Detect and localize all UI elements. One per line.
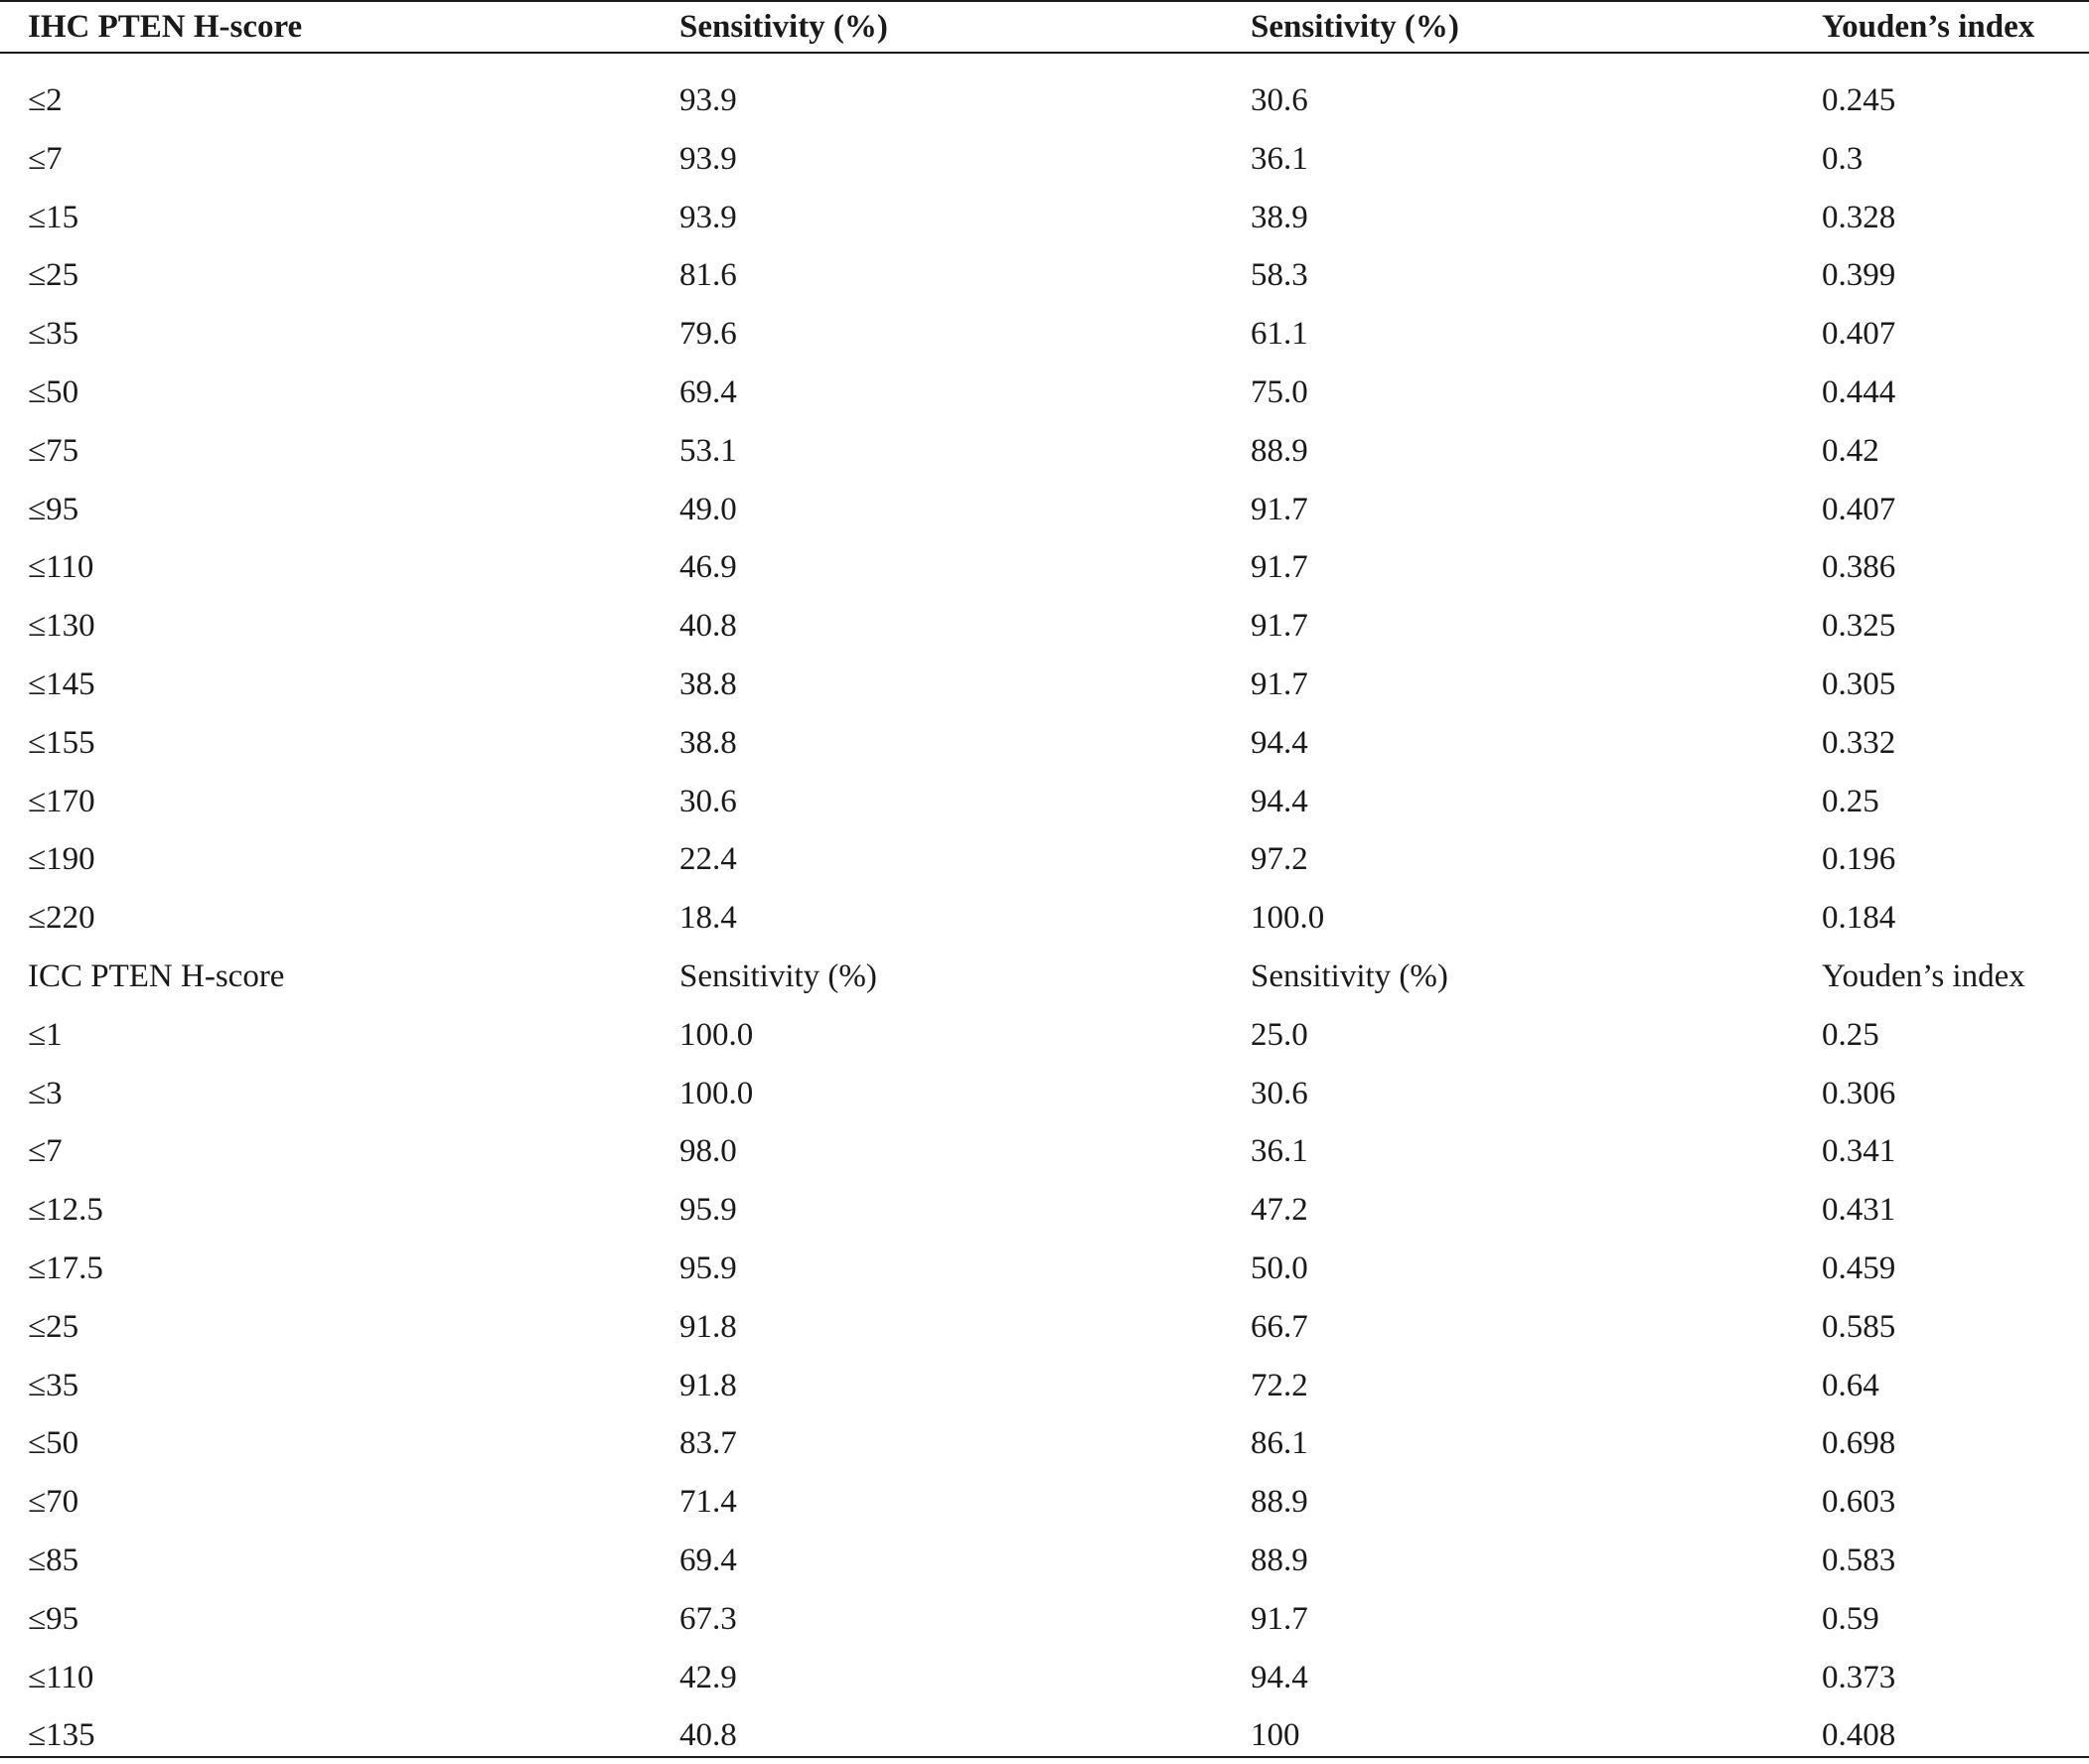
- table-header-row: [0, 0, 2089, 54]
- cell-sensitivity: 69.4: [679, 374, 737, 410]
- table-row: [0, 1122, 2089, 1180]
- cell-score: ≤17.5: [28, 1250, 103, 1286]
- cell-youden: 0.407: [1822, 316, 1896, 353]
- table-row: [0, 1532, 2089, 1589]
- cell-sensitivity-2: 100: [1251, 1717, 1300, 1754]
- cell-sensitivity-2: 25.0: [1251, 1016, 1308, 1053]
- cell-sensitivity: 91.8: [679, 1367, 737, 1403]
- cell-youden: 0.408: [1822, 1717, 1896, 1754]
- table-row: [0, 1240, 2089, 1297]
- cell-sensitivity: 18.4: [679, 900, 737, 937]
- cell-youden: 0.196: [1822, 841, 1896, 878]
- table-row: [0, 72, 2089, 129]
- cell-sensitivity-2: 91.7: [1251, 608, 1308, 645]
- cell-sensitivity: 91.8: [679, 1308, 737, 1345]
- table-row: [0, 889, 2089, 947]
- cell-youden: 0.25: [1822, 1016, 1879, 1053]
- table-row: [0, 538, 2089, 596]
- cell-sensitivity-2: 58.3: [1251, 257, 1308, 294]
- cell-sensitivity-2: 36.1: [1251, 1133, 1308, 1170]
- cell-youden: 0.407: [1822, 491, 1896, 527]
- cell-sensitivity: 95.9: [679, 1192, 737, 1229]
- cell-score: ≤95: [28, 491, 79, 527]
- cell-score: ≤12.5: [28, 1192, 103, 1229]
- cell-score: ≤110: [28, 549, 94, 586]
- header-cell-youden: Youden’s index: [1822, 9, 2035, 45]
- table-subheader-row: [0, 948, 2089, 1005]
- cell-sensitivity: 46.9: [679, 549, 737, 586]
- table-row: [0, 1414, 2089, 1472]
- cell-sensitivity: 42.9: [679, 1659, 737, 1695]
- cell-score: ≤3: [28, 1075, 63, 1111]
- cell-sensitivity-2: 36.1: [1251, 140, 1308, 177]
- cell-sensitivity-2: Sensitivity (%): [1251, 958, 1448, 994]
- cell-sensitivity: 93.9: [679, 199, 737, 235]
- cell-sensitivity-2: 38.9: [1251, 199, 1308, 235]
- cell-sensitivity-2: 61.1: [1251, 316, 1308, 353]
- cell-youden: 0.431: [1822, 1192, 1896, 1229]
- cell-sensitivity-2: 30.6: [1251, 1075, 1308, 1111]
- table-row: [0, 1590, 2089, 1648]
- cell-sensitivity: 93.9: [679, 82, 737, 118]
- cell-youden: 0.245: [1822, 82, 1896, 118]
- cell-sensitivity: 100.0: [679, 1016, 754, 1053]
- header-cell-sensitivity: Sensitivity (%): [679, 9, 888, 45]
- table-row: [0, 1181, 2089, 1239]
- table-row: [0, 830, 2089, 888]
- cell-sensitivity-2: 94.4: [1251, 724, 1308, 761]
- cell-sensitivity-2: 86.1: [1251, 1425, 1308, 1462]
- cell-sensitivity: 38.8: [679, 724, 737, 761]
- cell-sensitivity-2: 91.7: [1251, 549, 1308, 586]
- table-bottom-rule: [0, 1756, 2089, 1758]
- cell-score: ≤7: [28, 1133, 63, 1170]
- cell-score: ≤220: [28, 900, 95, 937]
- cell-sensitivity: 30.6: [679, 783, 737, 819]
- cell-youden: 0.332: [1822, 724, 1896, 761]
- header-cell-sensitivity-2: Sensitivity (%): [1251, 9, 1459, 45]
- cell-score: ≤35: [28, 1367, 79, 1403]
- table-row: [0, 1298, 2089, 1356]
- cell-score: ≤130: [28, 608, 95, 645]
- table-row: [0, 656, 2089, 713]
- cell-youden: 0.698: [1822, 1425, 1896, 1462]
- cell-sensitivity-2: 30.6: [1251, 82, 1308, 118]
- cell-sensitivity-2: 94.4: [1251, 783, 1308, 819]
- table-row: [0, 246, 2089, 304]
- cell-youden: 0.373: [1822, 1659, 1896, 1695]
- cell-sensitivity: 83.7: [679, 1425, 737, 1462]
- table-row: [0, 1065, 2089, 1122]
- cell-score: ≤95: [28, 1600, 79, 1637]
- table-row: [0, 305, 2089, 363]
- cell-sensitivity-2: 66.7: [1251, 1308, 1308, 1345]
- cell-sensitivity-2: 72.2: [1251, 1367, 1308, 1403]
- cell-score: ≤145: [28, 666, 95, 702]
- table-row: [0, 1006, 2089, 1064]
- cell-youden: 0.583: [1822, 1543, 1896, 1578]
- table-row: [0, 422, 2089, 480]
- cell-sensitivity: 100.0: [679, 1075, 754, 1111]
- cell-sensitivity: 22.4: [679, 841, 737, 878]
- table-row: [0, 481, 2089, 538]
- cell-youden: 0.306: [1822, 1075, 1896, 1111]
- cell-youden: 0.444: [1822, 374, 1896, 410]
- cell-score: ≤25: [28, 257, 79, 294]
- cell-sensitivity: 69.4: [679, 1543, 737, 1578]
- cell-score: ≤190: [28, 841, 95, 878]
- cell-sensitivity: 49.0: [679, 491, 737, 527]
- cell-youden: 0.459: [1822, 1250, 1896, 1286]
- cell-sensitivity: 53.1: [679, 432, 737, 469]
- cell-score: ≤50: [28, 374, 79, 410]
- table-header-rule: [0, 52, 2089, 54]
- cell-sensitivity-2: 91.7: [1251, 666, 1308, 702]
- cell-youden: 0.42: [1822, 432, 1879, 469]
- table-row: [0, 1357, 2089, 1414]
- cell-youden: 0.328: [1822, 199, 1896, 235]
- cell-sensitivity: 93.9: [679, 140, 737, 177]
- table-row: [0, 597, 2089, 655]
- cell-youden: 0.25: [1822, 783, 1879, 819]
- cell-score: ≤85: [28, 1543, 79, 1578]
- cell-youden: 0.184: [1822, 900, 1896, 937]
- cell-sensitivity: 95.9: [679, 1250, 737, 1286]
- cell-sensitivity-2: 100.0: [1251, 900, 1325, 937]
- cell-youden: 0.386: [1822, 549, 1896, 586]
- cell-sensitivity-2: 88.9: [1251, 1543, 1308, 1578]
- cell-score: ≤75: [28, 432, 79, 469]
- cell-sensitivity-2: 47.2: [1251, 1192, 1308, 1229]
- cell-sensitivity-2: 50.0: [1251, 1250, 1308, 1286]
- cell-sensitivity: 40.8: [679, 1717, 737, 1754]
- table-row: [0, 1649, 2089, 1706]
- cell-youden: 0.64: [1822, 1367, 1879, 1403]
- cell-score: ≤50: [28, 1425, 79, 1462]
- cell-score: ≤2: [28, 82, 63, 118]
- cell-score: ≤70: [28, 1484, 79, 1521]
- cell-sensitivity: 40.8: [679, 608, 737, 645]
- cell-score: ≤170: [28, 783, 95, 819]
- cell-youden: 0.59: [1822, 1600, 1879, 1637]
- cell-score: ≤25: [28, 1308, 79, 1345]
- cell-sensitivity: 81.6: [679, 257, 737, 294]
- cell-youden: Youden’s index: [1822, 958, 2025, 994]
- cell-sensitivity-2: 88.9: [1251, 1484, 1308, 1521]
- cell-sensitivity: 38.8: [679, 666, 737, 702]
- table-row: [0, 1473, 2089, 1531]
- cell-score: ≤15: [28, 199, 79, 235]
- cell-youden: 0.603: [1822, 1484, 1896, 1521]
- cell-sensitivity: 79.6: [679, 316, 737, 353]
- cell-sensitivity-2: 91.7: [1251, 1600, 1308, 1637]
- cell-youden: 0.585: [1822, 1308, 1896, 1345]
- table-row: [0, 773, 2089, 830]
- cell-score: ≤155: [28, 724, 95, 761]
- cell-sensitivity-2: 75.0: [1251, 374, 1308, 410]
- cell-sensitivity-2: 88.9: [1251, 432, 1308, 469]
- cell-youden: 0.325: [1822, 608, 1896, 645]
- cell-score: ≤110: [28, 1659, 94, 1695]
- cell-sensitivity-2: 91.7: [1251, 491, 1308, 527]
- cell-sensitivity: Sensitivity (%): [679, 958, 877, 994]
- header-cell-score: IHC PTEN H-score: [28, 9, 303, 45]
- cell-youden: 0.399: [1822, 257, 1896, 294]
- table-row: [0, 714, 2089, 772]
- cell-youden: 0.305: [1822, 666, 1896, 702]
- cell-youden: 0.341: [1822, 1133, 1896, 1170]
- cell-sensitivity: 71.4: [679, 1484, 737, 1521]
- cell-sensitivity-2: 94.4: [1251, 1659, 1308, 1695]
- cell-score: ≤135: [28, 1717, 95, 1754]
- table-row: [0, 189, 2089, 246]
- cell-score: ≤1: [28, 1016, 63, 1053]
- table-row: [0, 364, 2089, 421]
- cell-score: ≤7: [28, 140, 63, 177]
- cell-score: ICC PTEN H-score: [28, 958, 285, 994]
- cell-sensitivity: 98.0: [679, 1133, 737, 1170]
- cell-score: ≤35: [28, 316, 79, 353]
- table-row: [0, 130, 2089, 188]
- cell-youden: 0.3: [1822, 140, 1864, 177]
- cell-sensitivity: 67.3: [679, 1600, 737, 1637]
- cell-sensitivity-2: 97.2: [1251, 841, 1308, 878]
